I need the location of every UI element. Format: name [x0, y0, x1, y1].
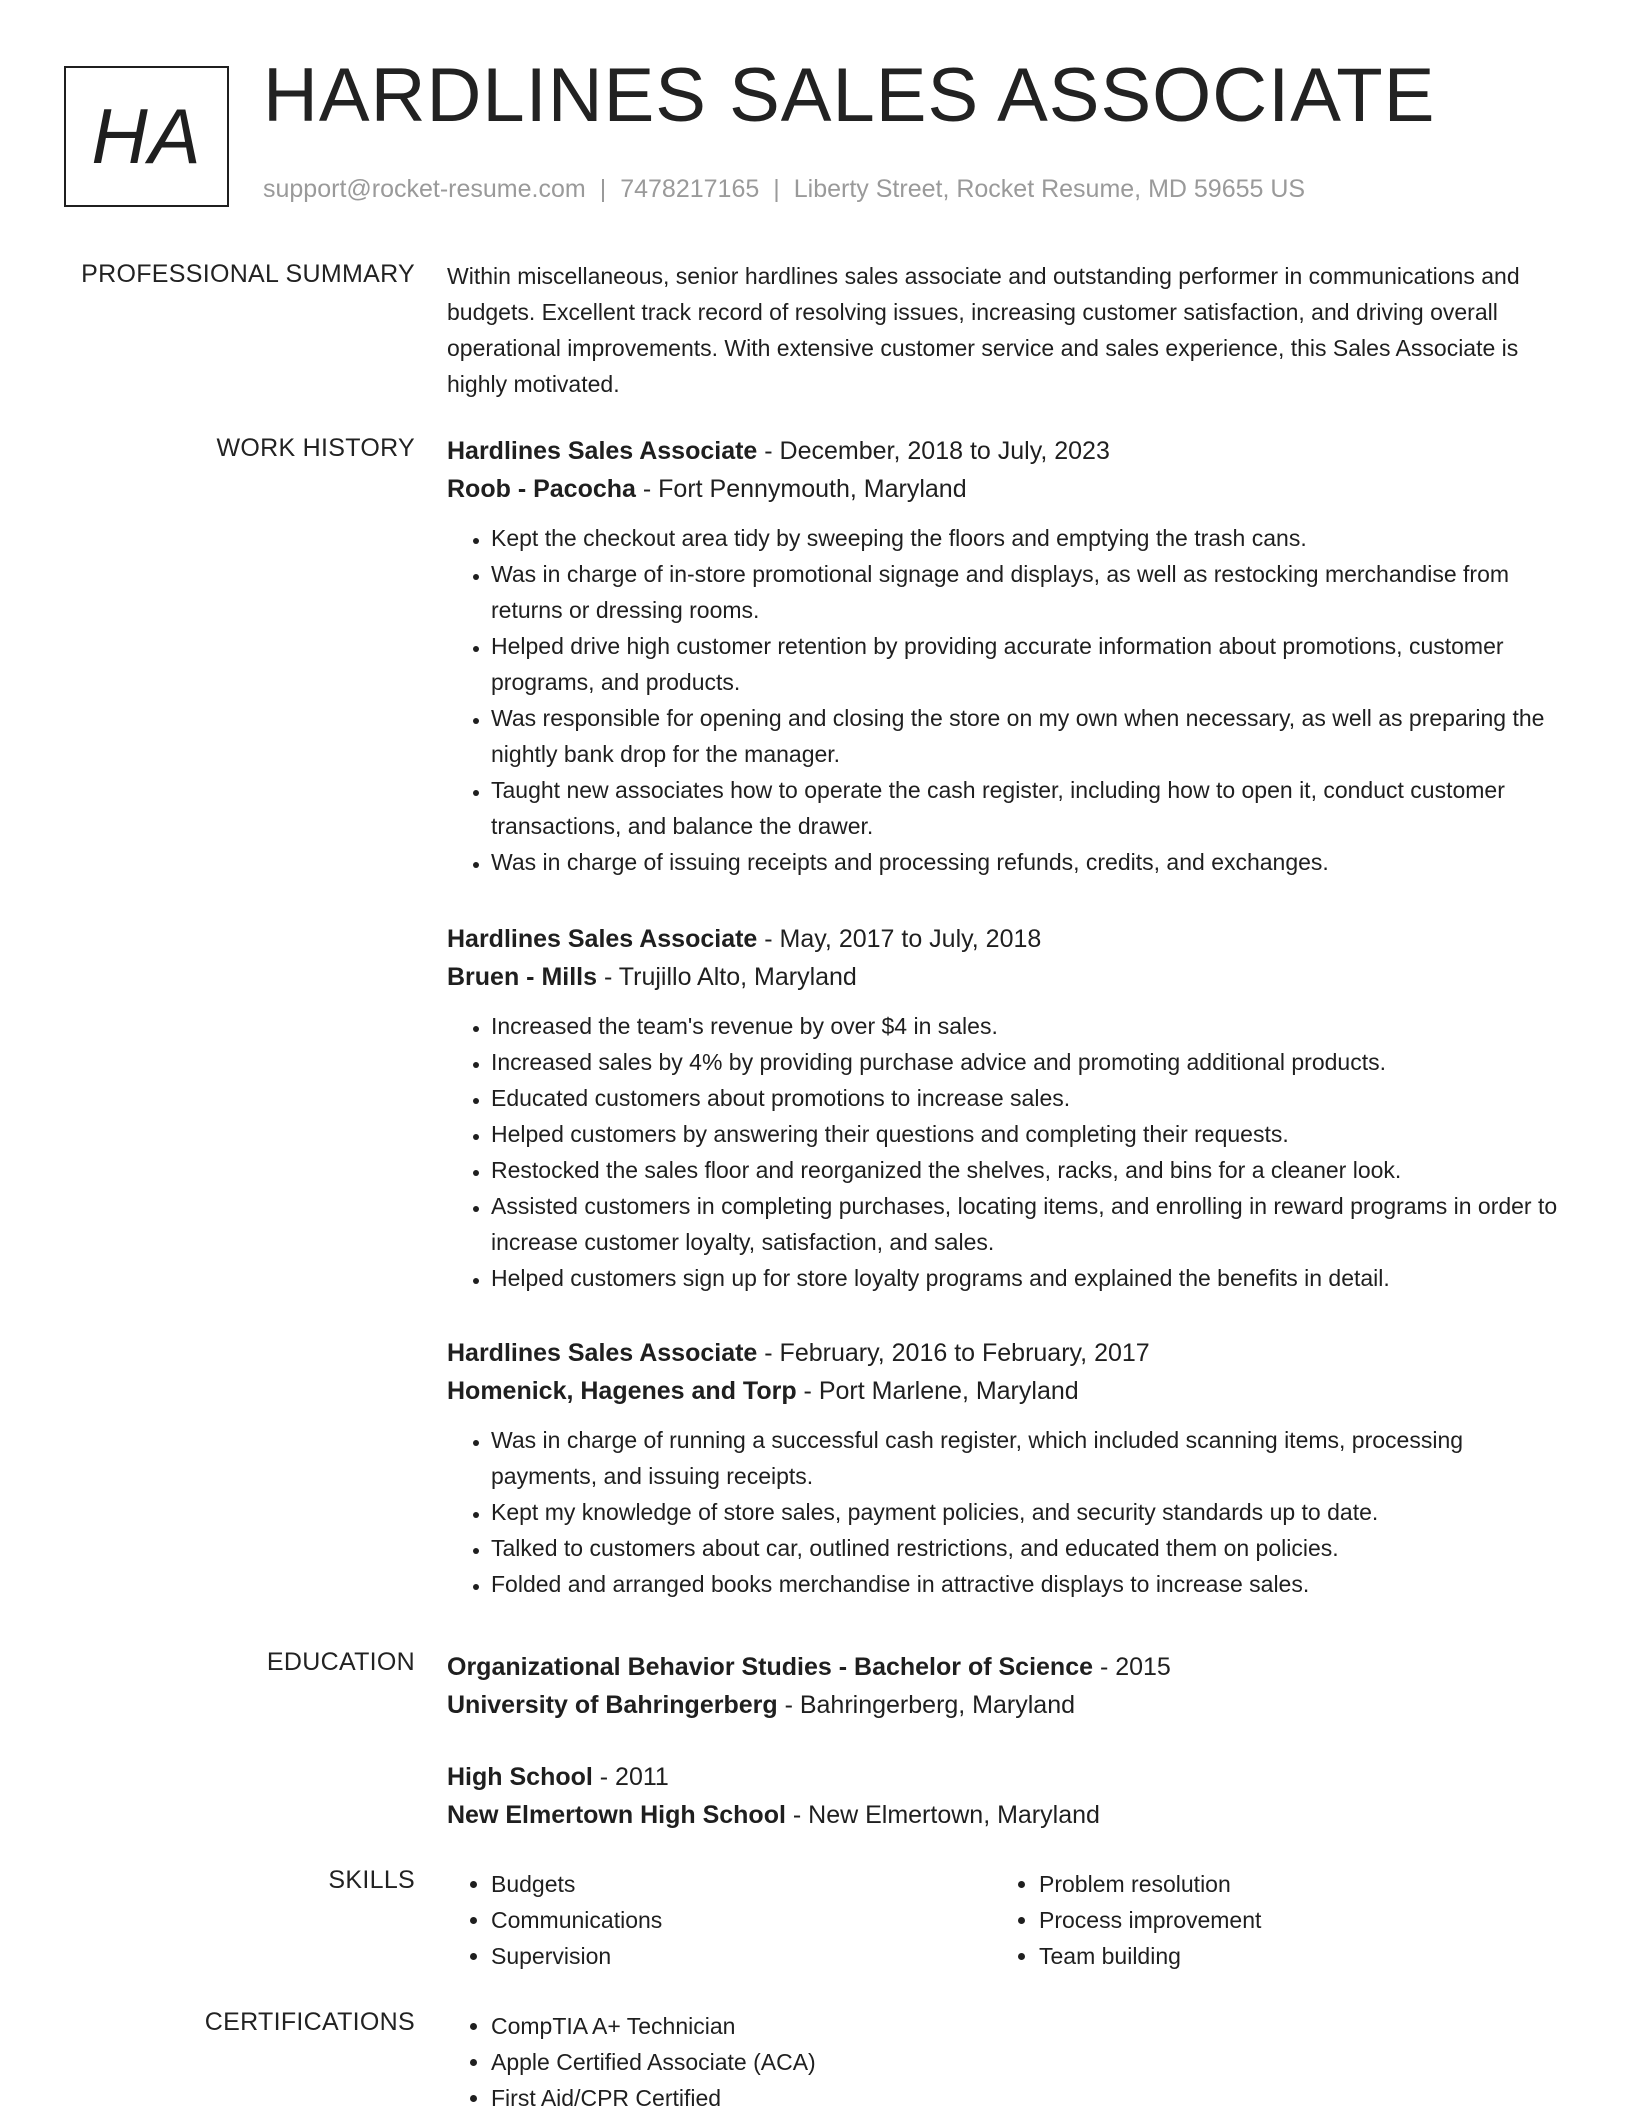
skill-item: • Supervision: [491, 1938, 995, 1974]
contact-separator: |: [599, 175, 607, 203]
skills-column-left: [447, 1866, 995, 1974]
job-company: Bruen - Mills: [447, 963, 598, 991]
education-entry: [447, 1758, 1100, 1834]
job-bullet: • Was in charge of in-store promotional signage and displays, as well as restocking merchandise from returns or dressing rooms.: [491, 556, 1562, 628]
job-bullet: • Educated customers about promotions to increase sales.: [491, 1080, 1562, 1116]
education-school: New Elmertown High School: [447, 1801, 786, 1829]
contact-email: support@rocket-resume.com: [263, 175, 586, 203]
job-bullet: • Increased the team's revenue by over $4 in sales.: [491, 1008, 1562, 1044]
job-company-line: [447, 958, 1562, 996]
job-bullet: • Talked to customers about car, outlined restrictions, and educated them on policies.: [491, 1530, 1562, 1566]
section-label-certifications: CERTIFICATIONS: [204, 2008, 415, 2036]
job-title: Hardlines Sales Associate: [447, 925, 758, 953]
education-school: University of Bahringerberg: [447, 1691, 778, 1719]
job-bullet: • Was in charge of running a successful cash register, which included scanning items, processing payments, and issuing receipts.: [491, 1422, 1562, 1494]
job-dates: - February, 2016 to February, 2017: [757, 1339, 1150, 1367]
job-bullet: • Increased sales by 4% by providing purchase advice and promoting additional products.: [491, 1044, 1562, 1080]
job-company-line: [447, 1372, 1562, 1410]
job-bullets: [447, 520, 1562, 880]
job-bullet: • Was responsible for opening and closing the store on my own when necessary, as well as preparing the nightly bank drop for the manager.: [491, 700, 1562, 772]
monogram-initials: HA: [91, 92, 202, 180]
job-company: Homenick, Hagenes and Torp: [447, 1377, 797, 1405]
job-dates: - December, 2018 to July, 2023: [757, 437, 1110, 465]
job-bullets: [447, 1008, 1562, 1296]
certification-item: • CompTIA A+ Technician: [491, 2008, 995, 2044]
section-label-education: EDUCATION: [266, 1648, 415, 1676]
job-role-line: [447, 1334, 1562, 1372]
skills-body: [447, 1866, 1562, 1974]
education-school-line: [447, 1686, 1171, 1724]
education-location: - Bahringerberg, Maryland: [777, 1691, 1076, 1719]
education-degree: High School: [447, 1763, 593, 1791]
job-bullets: [447, 1422, 1562, 1602]
section-label-summary: PROFESSIONAL SUMMARY: [81, 260, 415, 288]
contact-line: [263, 175, 1305, 204]
job-bullet: • Kept the checkout area tidy by sweeping the floors and emptying the trash cans.: [491, 520, 1562, 556]
certifications-body: [447, 2008, 1562, 2116]
skill-item: • Communications: [491, 1902, 995, 1938]
certification-item: • First Aid/CPR Certified: [491, 2080, 995, 2116]
job-entry: [447, 432, 1562, 880]
job-location: - Fort Pennymouth, Maryland: [635, 475, 967, 503]
summary-text: Within miscellaneous, senior hardlines sales associate and outstanding performer in communications and budgets. Excellent track record of resolving issues, increasing customer satisfaction, and driving overall operational improvements. With extensive customer service and sales experience, this Sales Associate is highly motivated.: [447, 263, 1520, 397]
job-bullet: • Helped customers by answering their questions and completing their requests.: [491, 1116, 1562, 1152]
job-location: - Trujillo Alto, Maryland: [597, 963, 857, 991]
skill-item: • Problem resolution: [1039, 1866, 1543, 1902]
job-bullet: • Taught new associates how to operate the cash register, including how to open it, conduct customer transactions, and balance the drawer.: [491, 772, 1562, 844]
skills-column-right: [995, 1866, 1543, 1974]
job-location: - Port Marlene, Maryland: [796, 1377, 1079, 1405]
education-location: - New Elmertown, Maryland: [785, 1801, 1100, 1829]
education-year: - 2011: [592, 1763, 669, 1791]
education-degree-line: [447, 1648, 1171, 1686]
contact-phone: 7478217165: [620, 175, 760, 203]
job-title: Hardlines Sales Associate: [447, 1339, 758, 1367]
job-role-line: [447, 432, 1562, 470]
contact-separator: |: [773, 175, 780, 203]
job-title: Hardlines Sales Associate: [447, 437, 758, 465]
job-bullet: • Helped customers sign up for store loyalty programs and explained the benefits in detail.: [491, 1260, 1562, 1296]
education-year: - 2015: [1093, 1653, 1171, 1681]
certification-item: • Apple Certified Associate (ACA): [491, 2044, 995, 2080]
education-entry: [447, 1648, 1171, 1724]
skill-item: • Team building: [1039, 1938, 1543, 1974]
monogram-box: [64, 66, 229, 207]
job-dates: - May, 2017 to July, 2018: [757, 925, 1042, 953]
job-bullet: • Helped drive high customer retention by providing accurate information about promotions, customer programs, and products.: [491, 628, 1562, 700]
education-degree: Organizational Behavior Studies - Bachelor of Science: [447, 1653, 1093, 1681]
job-company: Roob - Pacocha: [447, 475, 636, 503]
job-bullet: • Was in charge of issuing receipts and processing refunds, credits, and exchanges.: [491, 844, 1562, 880]
section-label-work: WORK HISTORY: [216, 434, 415, 462]
education-school-line: [447, 1796, 1100, 1834]
contact-address: Liberty Street, Rocket Resume, MD 59655 US: [793, 175, 1306, 203]
job-company-line: [447, 470, 1562, 508]
skill-item: • Process improvement: [1039, 1902, 1543, 1938]
job-bullet: • Kept my knowledge of store sales, payment policies, and security standards up to date.: [491, 1494, 1562, 1530]
job-entry: [447, 920, 1562, 1296]
skill-item: • Budgets: [491, 1866, 995, 1902]
job-bullet: • Assisted customers in completing purchases, locating items, and enrolling in reward programs in order to increase customer loyalty, satisfaction, and sales.: [491, 1188, 1562, 1260]
job-entry: [447, 1334, 1562, 1602]
section-label-skills: SKILLS: [328, 1866, 415, 1894]
education-degree-line: [447, 1758, 1100, 1796]
resume-title: HARDLINES SALES ASSOCIATE: [263, 53, 1436, 138]
job-bullet: • Folded and arranged books merchandise in attractive displays to increase sales.: [491, 1566, 1562, 1602]
job-bullet: • Restocked the sales floor and reorganized the shelves, racks, and bins for a cleaner look.: [491, 1152, 1562, 1188]
job-role-line: [447, 920, 1562, 958]
